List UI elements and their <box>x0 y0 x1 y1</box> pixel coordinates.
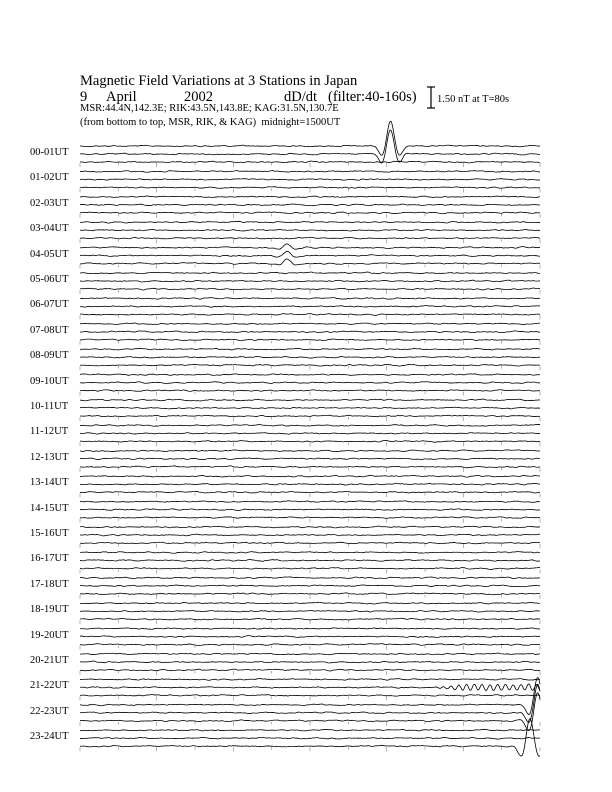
trace-MSR-13-14UT <box>80 491 540 493</box>
trace-KAG-20-21UT <box>80 653 540 655</box>
row-19-20UT <box>80 628 540 650</box>
trace-RIK-18-19UT <box>80 610 540 612</box>
trace-KAG-01-02UT <box>80 171 540 173</box>
minute-ticks <box>80 595 540 599</box>
trace-rows <box>80 121 540 756</box>
hour-label: 20-21UT <box>30 655 69 666</box>
trace-RIK-20-21UT <box>80 661 540 663</box>
trace-RIK-08-09UT <box>80 356 540 358</box>
trace-KAG-03-04UT <box>80 221 540 223</box>
trace-KAG-15-16UT <box>80 526 540 528</box>
row-18-19UT <box>80 602 540 624</box>
trace-KAG-19-20UT <box>80 628 540 630</box>
midnight-note: midnight=1500UT <box>261 117 341 128</box>
trace-KAG-23-24UT <box>80 729 540 731</box>
row-07-08UT <box>80 323 540 345</box>
order-note: (from bottom to top, MSR, RIK, & KAG) <box>80 117 257 128</box>
scale-bar <box>427 87 435 108</box>
trace-RIK-02-03UT <box>80 204 540 206</box>
hour-label: 09-10UT <box>30 375 69 387</box>
hour-label: 18-19UT <box>30 604 69 616</box>
row-11-12UT <box>80 424 540 446</box>
hour-label: 02-03UT <box>30 197 69 209</box>
minute-ticks <box>80 290 540 294</box>
row-17-18UT <box>80 577 540 599</box>
minute-ticks <box>80 188 540 192</box>
hour-label: 06-07UT <box>30 299 69 311</box>
trace-RIK-14-15UT <box>80 509 540 511</box>
trace-RIK-09-10UT <box>80 382 540 384</box>
minute-ticks <box>80 671 540 675</box>
trace-RIK-12-13UT <box>80 458 540 460</box>
trace-RIK-05-06UT <box>80 280 540 282</box>
row-06-07UT <box>80 298 540 320</box>
trace-MSR-21-22UT <box>80 695 540 697</box>
row-05-06UT <box>80 272 540 294</box>
scale-label: 1.50 nT at T=80s <box>437 94 510 105</box>
hour-label: 23-24UT <box>30 731 69 743</box>
hour-label: 15-16UT <box>30 528 69 539</box>
trace-KAG-04-05UT <box>80 244 540 249</box>
minute-ticks <box>80 646 540 650</box>
trace-RIK-21-22UT <box>80 684 540 691</box>
station-order-note <box>80 118 340 129</box>
trace-RIK-10-11UT <box>80 407 540 409</box>
minute-ticks <box>80 468 540 472</box>
chart-title: Magnetic Field Variations at 3 Stations in Japan <box>80 73 358 89</box>
trace-MSR-05-06UT <box>80 288 540 290</box>
hour-label: 07-08UT <box>30 324 69 336</box>
trace-RIK-15-16UT <box>80 534 540 536</box>
row-14-15UT <box>80 501 540 523</box>
trace-KAG-21-22UT <box>80 678 540 680</box>
trace-MSR-09-10UT <box>80 390 540 392</box>
trace-KAG-12-13UT <box>80 450 540 452</box>
minute-ticks <box>80 366 540 370</box>
hour-label: 19-20UT <box>30 629 69 641</box>
hour-label: 21-22UT <box>30 680 69 692</box>
trace-RIK-19-20UT <box>80 636 540 638</box>
trace-RIK-13-14UT <box>80 483 540 485</box>
row-04-05UT <box>80 244 540 269</box>
row-13-14UT <box>80 475 540 497</box>
hour-label: 03-04UT <box>30 223 69 235</box>
minute-ticks <box>80 315 540 319</box>
trace-RIK-04-05UT <box>80 251 540 257</box>
trace-MSR-06-07UT <box>80 314 540 316</box>
row-21-22UT <box>80 678 540 700</box>
hour-label: 12-13UT <box>30 451 69 463</box>
minute-ticks <box>80 722 540 726</box>
trace-MSR-08-09UT <box>80 364 540 366</box>
minute-ticks <box>80 239 540 243</box>
date-year: 2002 <box>184 89 213 105</box>
hour-label: 00-01UT <box>30 147 69 158</box>
minute-ticks <box>80 163 540 167</box>
row-03-04UT <box>80 221 540 243</box>
row-22-23UT <box>80 678 540 731</box>
hour-label: 05-06UT <box>30 274 69 285</box>
trace-KAG-10-11UT <box>80 399 540 401</box>
filter-label: (filter:40-160s) <box>328 89 417 105</box>
trace-RIK-16-17UT <box>80 560 540 562</box>
trace-MSR-12-13UT <box>80 466 540 468</box>
minute-ticks <box>80 696 540 700</box>
trace-KAG-06-07UT <box>80 298 540 300</box>
trace-KAG-05-06UT <box>80 272 540 274</box>
trace-KAG-11-12UT <box>80 424 540 426</box>
trace-MSR-01-02UT <box>80 187 540 189</box>
minute-ticks <box>80 747 540 751</box>
trace-MSR-19-20UT <box>80 644 540 646</box>
minute-ticks <box>80 519 540 523</box>
minute-ticks <box>80 341 540 345</box>
row-20-21UT <box>80 653 540 675</box>
trace-RIK-17-18UT <box>80 585 540 587</box>
trace-RIK-06-07UT <box>80 306 540 308</box>
hour-label: 08-09UT <box>30 350 69 362</box>
minute-ticks <box>80 493 540 497</box>
minute-ticks <box>80 442 540 446</box>
trace-MSR-17-18UT <box>80 593 540 595</box>
trace-MSR-14-15UT <box>80 517 540 519</box>
trace-KAG-16-17UT <box>80 552 540 554</box>
row-10-11UT <box>80 399 540 421</box>
trace-KAG-14-15UT <box>80 501 540 503</box>
row-09-10UT <box>80 374 540 396</box>
trace-KAG-09-10UT <box>80 374 540 376</box>
trace-MSR-02-03UT <box>80 212 540 214</box>
trace-MSR-15-16UT <box>80 542 540 544</box>
trace-KAG-07-08UT <box>80 323 540 325</box>
trace-KAG-13-14UT <box>80 475 540 477</box>
trace-KAG-02-03UT <box>80 196 540 198</box>
hour-label: 04-05UT <box>30 248 69 260</box>
minute-ticks <box>80 417 540 421</box>
trace-MSR-11-12UT <box>80 440 540 442</box>
quantity-label: dD/dt <box>284 89 318 105</box>
date-day: 9 <box>80 89 88 105</box>
trace-KAG-08-09UT <box>80 348 540 350</box>
row-15-16UT <box>80 526 540 548</box>
trace-MSR-04-05UT <box>80 259 540 265</box>
hour-label: 22-23UT <box>30 705 69 717</box>
trace-MSR-18-19UT <box>80 618 540 620</box>
trace-RIK-03-04UT <box>80 229 540 231</box>
trace-MSR-07-08UT <box>80 339 540 341</box>
minute-ticks <box>80 392 540 396</box>
trace-MSR-16-17UT <box>80 567 540 569</box>
minute-ticks <box>80 620 540 624</box>
trace-MSR-10-11UT <box>80 415 540 417</box>
row-12-13UT <box>80 450 540 472</box>
trace-MSR-20-21UT <box>80 669 540 671</box>
row-16-17UT <box>80 552 540 574</box>
hour-label: 13-14UT <box>30 477 69 489</box>
hour-label: 14-15UT <box>30 502 69 514</box>
row-02-03UT <box>80 196 540 218</box>
minute-ticks <box>80 265 540 269</box>
trace-MSR-00-01UT <box>80 161 540 163</box>
minute-ticks <box>80 569 540 573</box>
trace-RIK-11-12UT <box>80 433 540 435</box>
hour-label: 11-12UT <box>30 426 69 438</box>
trace-RIK-01-02UT <box>80 179 540 181</box>
trace-RIK-23-24UT <box>80 737 540 739</box>
trace-RIK-07-08UT <box>80 331 540 333</box>
row-01-02UT <box>80 171 540 193</box>
station-coordinates: MSR:44.4N,142.3E; RIK:43.5N,143.8E; KAG:31.5N,130.7E <box>80 103 339 114</box>
hour-label: 01-02UT <box>30 172 69 184</box>
hour-label: 10-11UT <box>30 401 69 412</box>
trace-MSR-03-04UT <box>80 237 540 239</box>
trace-KAG-17-18UT <box>80 577 540 579</box>
trace-KAG-18-19UT <box>80 602 540 604</box>
hour-label: 16-17UT <box>30 553 69 565</box>
minute-ticks <box>80 214 540 218</box>
hour-label: 17-18UT <box>30 578 69 590</box>
minute-ticks <box>80 544 540 548</box>
row-08-09UT <box>80 348 540 370</box>
date-month: April <box>106 89 137 105</box>
